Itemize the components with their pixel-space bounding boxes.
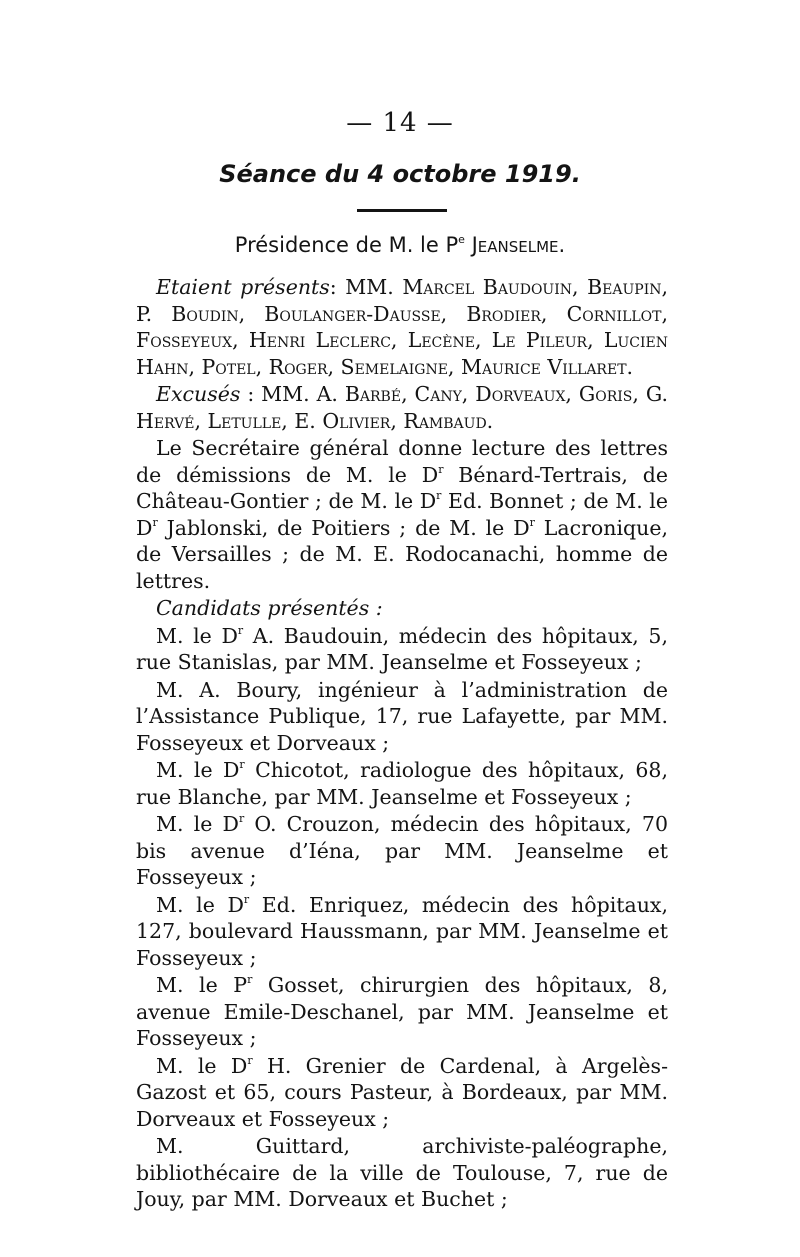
excuses-lead: Excusés xyxy=(156,382,241,406)
secretary-text-2: Bénard-Tertrais, de Château-Gontier ; de M. le D xyxy=(136,462,668,513)
presidence-text: Présidence de M. le P xyxy=(234,233,459,257)
candidate-text-a: M. A. Boury, ingénieur à l’administration de l’Assistance Publique, 17, rue Lafayette, par MM. Fosseyeux et Dorveaux ; xyxy=(136,677,668,755)
title-rule xyxy=(357,209,447,212)
present-paragraph xyxy=(136,274,668,380)
minutes-body xyxy=(136,274,668,1214)
candidate-entry xyxy=(136,811,668,891)
candidate-entry xyxy=(136,677,668,757)
secretary-paragraph xyxy=(136,435,668,594)
presidence-line xyxy=(0,233,800,257)
candidate-text-a: M. le D xyxy=(156,623,238,648)
secretary-text-5: Lacronique, de Versailles ; de M. E. Rodocanachi, homme de lettres. xyxy=(136,515,668,593)
candidate-text-b: H. Grenier de Cardenal, à Argelès-Gazost et 65, cours Pasteur, à Bordeaux, par MM. Dorveaux et Fosseyeux ; xyxy=(136,1053,668,1131)
candidate-text-b: O. Crouzon, médecin des hôpitaux, 70 bis avenue d’Iéna, par MM. Jeanselme et Fosseyeux ; xyxy=(136,812,668,889)
candidate-sup: r xyxy=(247,973,253,986)
candidates-heading: Candidats présentés : xyxy=(156,596,383,620)
candidate-text-b: Chicotot, radiologue des hôpitaux, 68, rue Blanche, par MM. Jeanselme et Fosseyeux ; xyxy=(136,758,668,809)
candidate-sup: r xyxy=(238,812,245,825)
candidate-sup: r xyxy=(237,623,244,637)
candidate-entry xyxy=(136,892,668,972)
candidate-entry xyxy=(136,1053,668,1133)
candidate-text-a: M. le D xyxy=(156,758,240,782)
secretary-sup-1: r xyxy=(438,462,444,476)
candidate-entry xyxy=(136,1133,668,1213)
candidate-text-a: M. le D xyxy=(156,892,244,917)
secretary-sup-3: r xyxy=(152,515,158,529)
secretary-text-3: Ed. Bonnet ; de M. le D xyxy=(136,489,668,540)
page-number: — 14 — xyxy=(346,108,454,138)
session-title: Séance du 4 octobre 1919. xyxy=(219,160,581,188)
presidence-name: Jeanselme. xyxy=(464,233,566,257)
candidate-text-a: M. le D xyxy=(156,1053,248,1078)
excuses-paragraph xyxy=(136,381,668,434)
candidate-entry xyxy=(136,757,668,810)
excuses-text: : MM. A. Barbé, Cany, Dorveaux, Goris, G. Hervé, Letulle, E. Olivier, Rambaud. xyxy=(136,382,668,433)
candidate-sup: r xyxy=(243,892,250,906)
present-lead: Etaient présents xyxy=(156,275,330,299)
presidence-sup: e xyxy=(458,233,465,246)
candidate-entry xyxy=(136,972,668,1052)
candidate-text-a: M. le D xyxy=(156,812,239,836)
candidate-text-b: A. Baudouin, médecin des hôpitaux, 5, rue Stanislas, par MM. Jeanselme et Fosseyeux ; xyxy=(136,623,668,674)
candidate-sup: r xyxy=(239,758,245,771)
present-text: : MM. Marcel Baudouin, Beaupin, P. Boudin, Boulanger-Dausse, Brodier, Cornillot, Fosseyeux, Henri Leclerc, Lecène, Le Pileur, Lucien Hahn, Potel, Roger, Semelaigne, Maurice Villaret. xyxy=(136,275,668,379)
candidate-sup: r xyxy=(247,1053,253,1067)
secretary-text-4: Jablonski, de Poitiers ; de M. le D xyxy=(157,515,530,540)
candidate-entry xyxy=(136,623,668,676)
candidate-text-b: Gosset, chirurgien des hôpitaux, 8, avenue Emile-Deschanel, par MM. Jeanselme et Fosseyeux ; xyxy=(136,973,668,1050)
secretary-sup-4: r xyxy=(529,515,535,529)
candidates-list xyxy=(136,623,668,1213)
candidate-text-b: Ed. Enriquez, médecin des hôpitaux, 127, boulevard Haussmann, par MM. Jeanselme et Fosseyeux ; xyxy=(136,892,668,970)
candidate-text-a: M. Guittard, archiviste-paléographe, bibliothécaire de la ville de Toulouse, 7, rue de Jouy, par MM. Dorveaux et Buchet ; xyxy=(136,1134,668,1211)
candidate-text-a: M. le P xyxy=(156,973,248,997)
secretary-sup-2: r xyxy=(436,489,442,502)
secretary-text-1: Le Secrétaire général donne lecture des lettres de démissions de M. le D xyxy=(136,436,668,487)
